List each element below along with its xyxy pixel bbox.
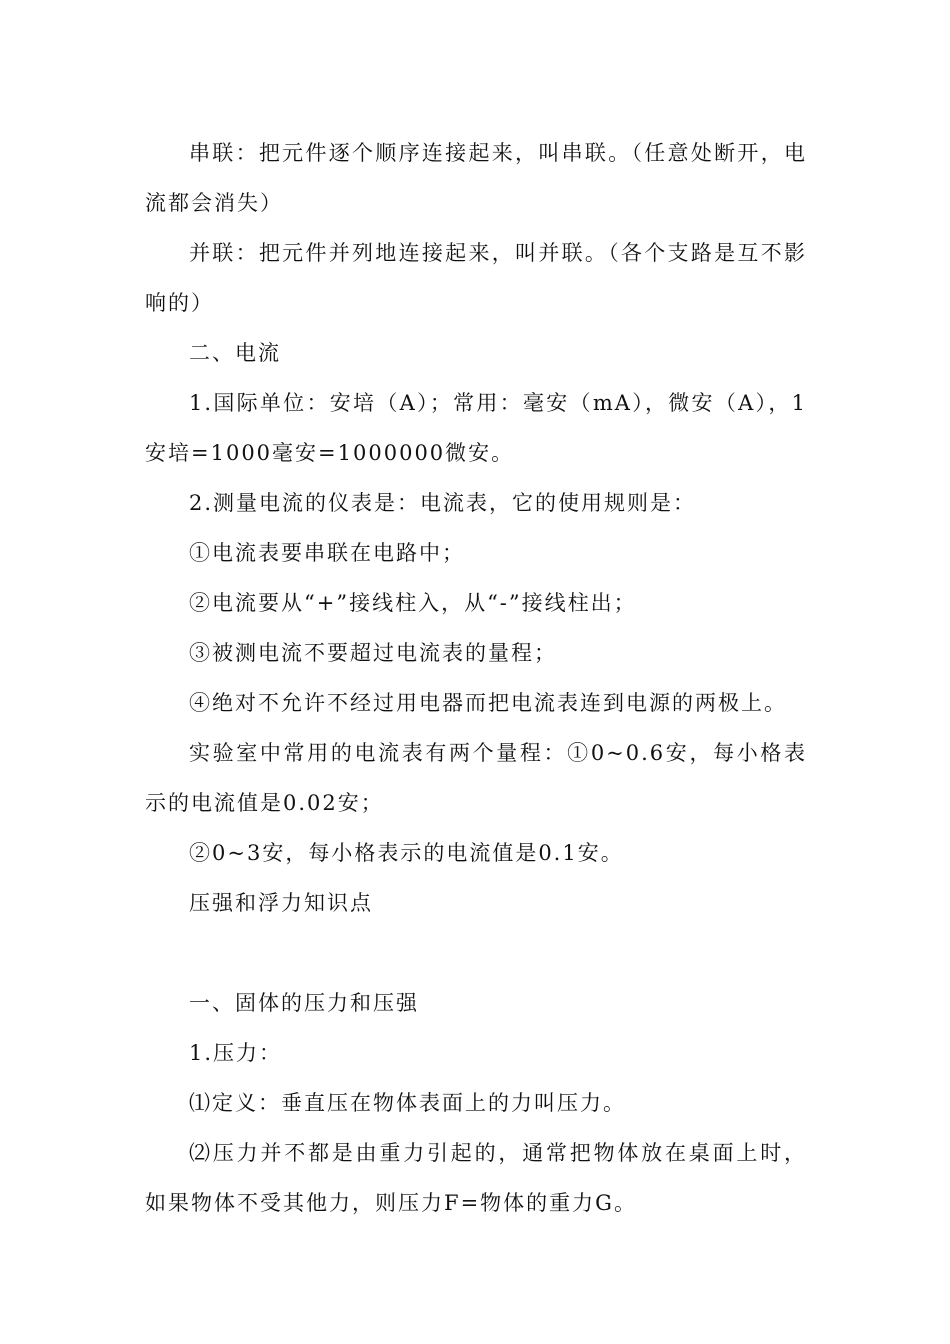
blank-line xyxy=(145,928,807,978)
paragraph-pressure-gravity: ⑵压力并不都是由重力引起的，通常把物体放在桌面上时，如果物体不受其他力，则压力F=物体的重力G。 xyxy=(145,1141,807,1215)
paragraph-ammeter-range-2: ②0~3安，每小格表示的电流值是0.1安。 xyxy=(189,841,624,865)
paragraph-pressure-definition: ⑴定义：垂直压在物体表面上的力叫压力。 xyxy=(189,1091,626,1115)
section-title-pressure-buoyancy: 压强和浮力知识点 xyxy=(189,891,373,915)
paragraph-ammeter-ranges: 实验室中常用的电流表有两个量程：①0~0.6安，每小格表示的电流值是0.02安； xyxy=(145,741,807,815)
paragraph-parallel-circuit: 并联：把元件并列地连接起来，叫并联。（各个支路是互不影响的） xyxy=(145,241,807,315)
list-item-rule-4: ④绝对不允许不经过用电器而把电流表连到电源的两极上。 xyxy=(189,691,787,715)
document-body xyxy=(145,128,807,1228)
section-heading-current: 二、电流 xyxy=(189,341,281,365)
list-item-rule-2: ②电流要从“+”接线柱入，从“-”接线柱出； xyxy=(189,591,637,615)
paragraph-current-units: 1.国际单位：安培（A）；常用：毫安（mA），微安（A），1安培=1000毫安=1000000微安。 xyxy=(145,391,807,465)
section-heading-solid-pressure: 一、固体的压力和压强 xyxy=(189,991,419,1015)
list-item-rule-3: ③被测电流不要超过电流表的量程； xyxy=(189,641,557,665)
paragraph-ammeter-rules: 2.测量电流的仪表是：电流表，它的使用规则是： xyxy=(189,491,697,515)
list-item-rule-1: ①电流表要串联在电路中； xyxy=(189,541,465,565)
paragraph-series-circuit: 串联：把元件逐个顺序连接起来，叫串联。（任意处断开，电流都会消失） xyxy=(145,141,807,215)
subheading-pressure-force: 1.压力： xyxy=(189,1041,283,1065)
